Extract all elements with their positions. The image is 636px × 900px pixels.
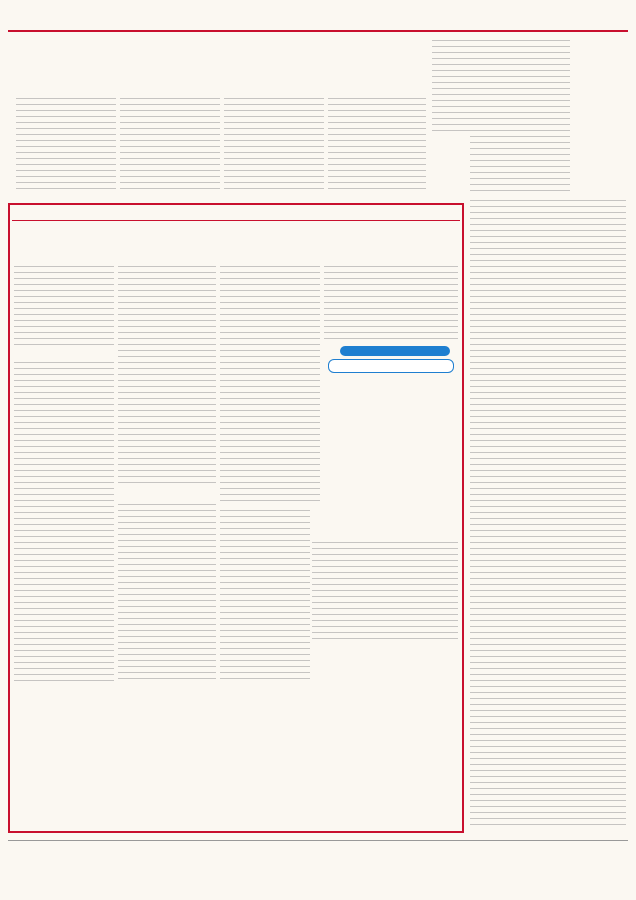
feature-col1-a (14, 266, 114, 346)
feature-col2-a (118, 266, 216, 488)
fund-svg (220, 686, 460, 830)
page-header (8, 6, 628, 32)
header-rule (8, 30, 628, 32)
feature-col3-a (220, 266, 320, 506)
top-article-body-col3 (224, 98, 324, 192)
side-article-body-b (470, 136, 570, 192)
top-article-body-col4 (328, 98, 426, 192)
fund-section (220, 686, 460, 830)
side-article-body-c (470, 200, 626, 830)
info-title-bar (340, 346, 450, 356)
feature-col1-b (14, 362, 114, 682)
feature-tag (12, 207, 460, 221)
top-article-body-col1 (16, 98, 116, 192)
feature-col2-b (118, 504, 216, 682)
feature-col4-a (324, 266, 458, 340)
side-article-body-a (432, 40, 570, 132)
infographic (324, 346, 460, 570)
top-article-body-col2 (120, 98, 220, 192)
info-total-box (328, 359, 454, 373)
notices-top-rule (8, 840, 628, 841)
feature-col3-b (220, 510, 310, 682)
info-bars (324, 376, 460, 496)
